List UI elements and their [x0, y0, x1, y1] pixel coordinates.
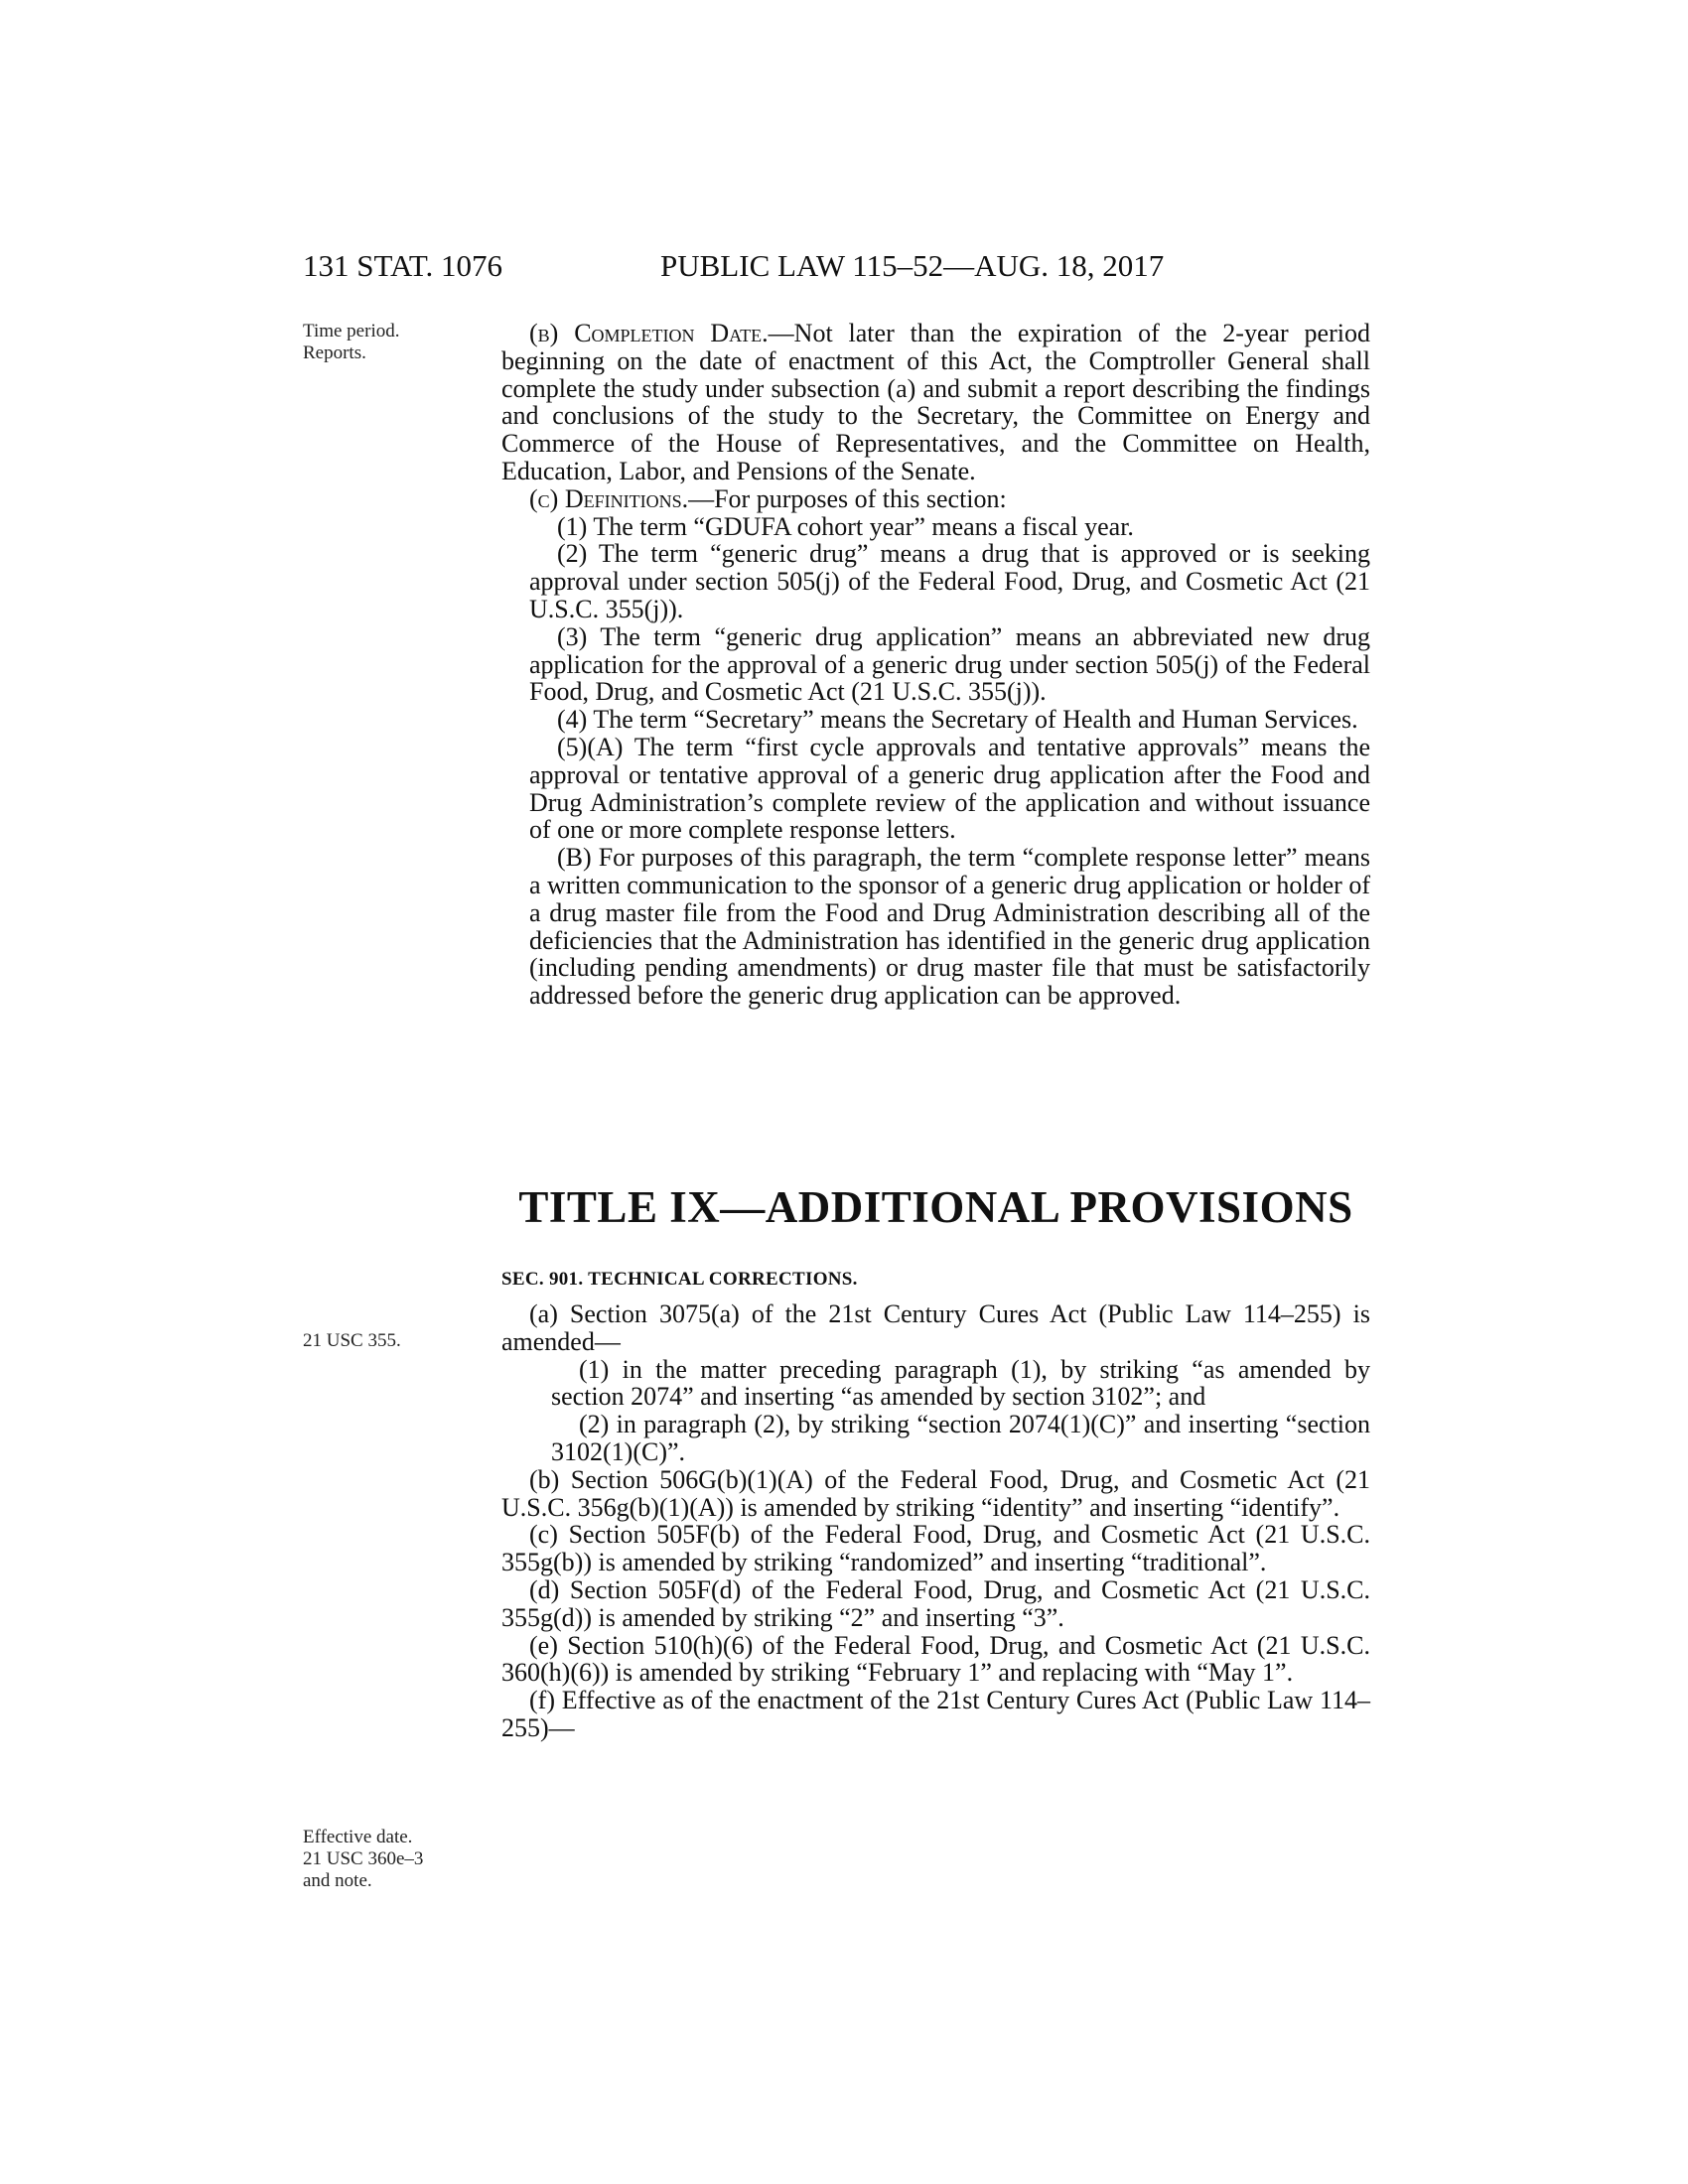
sec901-b: (b) Section 506G(b)(1)(A) of the Federal Food, Drug, and Cosmetic Act (21 U.S.C. 356g(b)(1)(A)) is amended by striking “identity” and inserting “identify”.: [501, 1464, 1370, 1522]
definition-3: (3) The term “generic drug application” means an abbreviated new drug application for the approval of a generic drug under section 505(j) of the Federal Food, Drug, and Cosmetic Act (21 U.S.C. 355(j)).: [529, 621, 1370, 707]
margin-note-time-period: Time period. Reports.: [303, 321, 400, 363]
section-heading: SEC. 901. TECHNICAL CORRECTIONS.: [501, 1269, 858, 1290]
text-definitions: —For purposes of this section:: [688, 483, 1007, 513]
title-heading: TITLE IX—ADDITIONAL PROVISIONS: [518, 1182, 1353, 1232]
sec901-f: (f) Effective as of the enactment of the 21st Century Cures Act (Public Law 114–255)—: [501, 1686, 1370, 1742]
definition-2: (2) The term “generic drug” means a drug that is approved or is seeking approval under section 505(j) of the Federal Food, Drug, and Cosmetic Act (21 U.S.C. 355(j)).: [529, 539, 1370, 623]
margin-note-effective-date: Effective date. 21 USC 360e–3 and note.: [303, 1827, 424, 1891]
heading-definitions: (c) Definitions.: [529, 483, 689, 513]
statute-page-number: 131 STAT. 1076: [303, 248, 503, 283]
sec901-c: (c) Section 505F(b) of the Federal Food, Drug, and Cosmetic Act (21 U.S.C. 355g(b)) is amended by striking “randomized” and inserting “traditional”.: [501, 1520, 1370, 1577]
section-body-top: [501, 320, 1370, 1010]
definition-5b: (B) For purposes of this paragraph, the term “complete response letter” means a written communication to the sponsor of a generic drug application or holder of a drug master file from the Food and Drug Administration describing all of the deficiencies that the Administration has identified in the generic drug application (including pending amendments) or drug master file that must be satisfactorily addressed before the generic drug application can be approved.: [529, 843, 1370, 1011]
paragraph-b-completion-date: [501, 320, 1370, 485]
definition-5a: (5)(A) The term “first cycle approvals and tentative approvals” means the approval or tentative approval of a generic drug application after the Food and Drug Administration’s complete review of the application and without issuance of one or more complete response letters.: [529, 732, 1370, 845]
heading-completion-date: (b) Completion Date.: [529, 319, 769, 347]
sec901-d: (d) Section 505F(d) of the Federal Food, Drug, and Cosmetic Act (21 U.S.C. 355g(d)) is amended by striking “2” and inserting “3”.: [501, 1574, 1370, 1632]
section-body-bottom: [501, 1300, 1370, 1742]
margin-note-usc-355: 21 USC 355.: [303, 1330, 401, 1351]
sec901-a: (a) Section 3075(a) of the 21st Century Cures Act (Public Law 114–255) is amended—: [501, 1299, 1370, 1356]
definition-1: (1) The term “GDUFA cohort year” means a fiscal year.: [557, 511, 1134, 541]
paragraph-c-definitions: [501, 485, 1370, 513]
sec901-a2: (2) in paragraph (2), by striking “section 2074(1)(C)” and inserting “section 3102(1)(C)”.: [551, 1410, 1370, 1466]
sec901-e: (e) Section 510(h)(6) of the Federal Food, Drug, and Cosmetic Act (21 U.S.C. 360(h)(6)) is amended by striking “February 1” and replacing with “May 1”.: [501, 1630, 1370, 1688]
definition-4: (4) The term “Secretary” means the Secretary of Health and Human Services.: [557, 705, 1358, 735]
page-header: [303, 248, 1370, 288]
text-completion-date: —Not later than the expiration of the 2-year period beginning on the date of enactment of this Act, the Comptroller General shall complete the study under subsection (a) and submit a report describing the findings and conclusions of the study to the Secretary, the Committee on Energy and Commerce of the House of Representatives, and the Committee on Health, Education, Labor, and Pensions of the Senate.: [501, 319, 1370, 485]
sec901-a1: (1) in the matter preceding paragraph (1), by striking “as amended by section 2074” and inserting “as amended by section 3102”; and: [551, 1354, 1370, 1412]
public-law-citation: PUBLIC LAW 115–52—AUG. 18, 2017: [660, 248, 1165, 283]
